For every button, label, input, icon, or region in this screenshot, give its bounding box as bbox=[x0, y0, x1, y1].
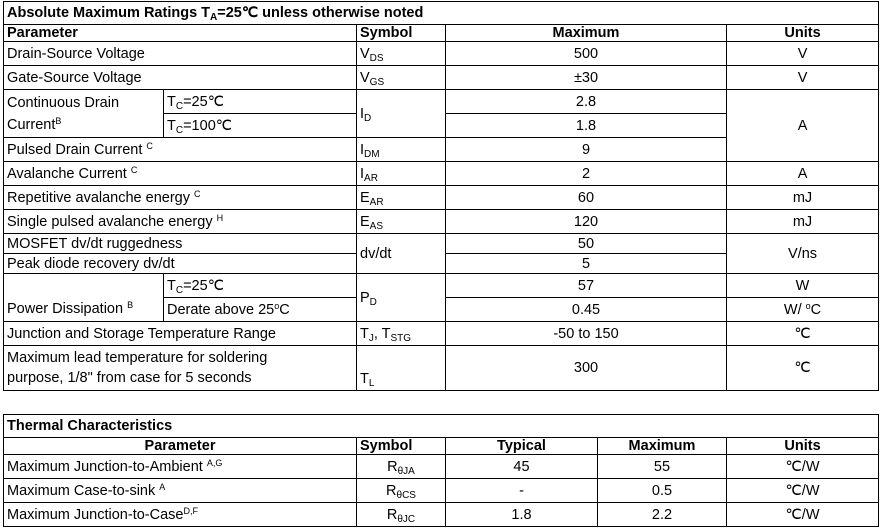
table-row: MOSFET dv/dt ruggedness dv/dt 50 V/ns bbox=[4, 234, 879, 254]
header-symbol: Symbol bbox=[357, 25, 446, 42]
header-symbol: Symbol bbox=[357, 438, 446, 455]
header-maximum: Maximum bbox=[446, 25, 727, 42]
header-parameter: Parameter bbox=[4, 25, 357, 42]
table-row: Gate-Source Voltage $V_{GS}$ ±30 V bbox=[4, 66, 879, 90]
header-units: Units bbox=[727, 25, 879, 42]
table-row: Continuous Drain Current$^B$ $T_C=25℃$ $I_D$ 2.8 A bbox=[4, 90, 879, 114]
abs-table-title: Absolute Maximum Ratings $T_A=25℃$ unless otherwise noted bbox=[4, 2, 879, 25]
table-row: Maximum Junction-to-Ambient $^{A,G}$ $R_{\theta JA}$ 45 55 ℃/W bbox=[4, 455, 879, 479]
table-row: Derate above 25$^o$C 0.45 W/ $^o$C bbox=[4, 298, 879, 322]
table-row: Maximum Case-to-sink $^A$ $R_{\theta CS}$ - 0.5 ℃/W bbox=[4, 479, 879, 503]
table-row: Maximum lead temperature for soldering purpose, 1/8" from case for 5 seconds $T_L$ 300 ℃ bbox=[4, 346, 879, 391]
header-parameter: Parameter bbox=[4, 438, 357, 455]
header-maximum: Maximum bbox=[598, 438, 727, 455]
thermal-table-title: Thermal Characteristics bbox=[4, 415, 879, 438]
header-typical: Typical bbox=[446, 438, 598, 455]
continuous-drain-param: Continuous Drain Current$^B$ bbox=[4, 90, 164, 138]
thermal-characteristics-table bbox=[3, 414, 879, 527]
table-row: Repetitive avalanche energy $^C$ $E_{AR}$ 60 mJ bbox=[4, 186, 879, 210]
table-row: $T_C=100℃$ 1.8 bbox=[4, 114, 879, 138]
table-row: Power Dissipation $^B$ $T_C=25℃$ $P_D$ 57 W bbox=[4, 274, 879, 298]
table-row: Drain-Source Voltage $V_{DS}$ 500 V bbox=[4, 42, 879, 66]
table-row: Avalanche Current $^C$ $I_{AR}$ 2 A bbox=[4, 162, 879, 186]
table-row: Maximum Junction-to-Case$^{D,F}$ $R_{\theta JC}$ 1.8 2.2 ℃/W bbox=[4, 503, 879, 527]
table-row: Peak diode recovery dv/dt 5 bbox=[4, 254, 879, 274]
header-units: Units bbox=[727, 438, 879, 455]
absolute-maximum-ratings-table bbox=[3, 1, 879, 391]
table-row: Single pulsed avalanche energy $^H$ $E_{AS}$ 120 mJ bbox=[4, 210, 879, 234]
table-row: Junction and Storage Temperature Range $T_J$, $T_{STG}$ -50 to 150 ℃ bbox=[4, 322, 879, 346]
table-row: Pulsed Drain Current $^C$ $I_{DM}$ 9 bbox=[4, 138, 879, 162]
